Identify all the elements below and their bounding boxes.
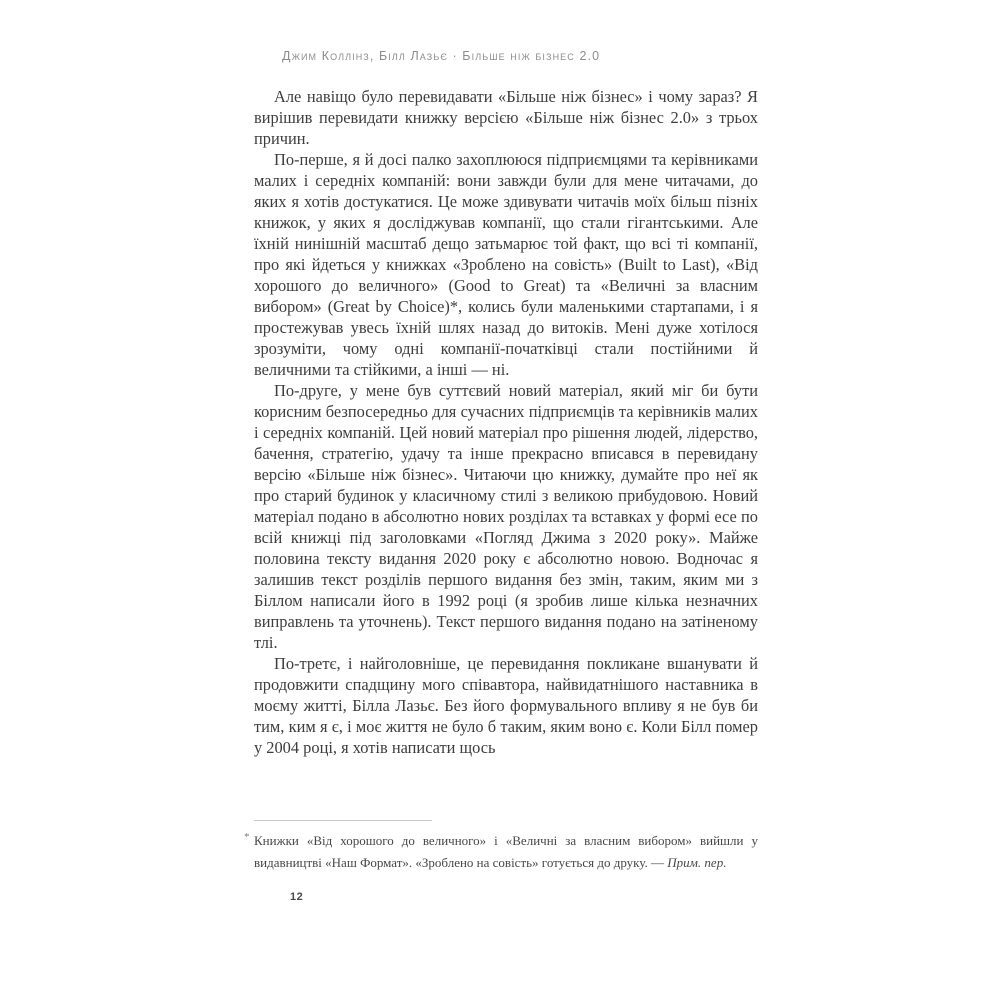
translator-note: Прим. пер. [667, 854, 727, 870]
footnote-divider [254, 820, 432, 821]
footnote-marker: * [244, 831, 250, 843]
body-paragraph: Але навіщо було перевидавати «Більше ніж бізнес» і чому зараз? Я вирішив перевидати книжку версією «Більше ніж бізнес 2.0» з трьох причин. [254, 87, 758, 148]
body-paragraph: По-перше, я й досі палко захоплююся підприємцями та керівниками малих і середніх компаній: вони завжди були для мене читачами, до яких я хотів достукатися. Це може здивувати читачів моїх більш пізніх книжок, у яких я досліджував компанії, що стали гігантськими. Але їхній нинішній масштаб дещо затьмарює той факт, що всі ті компанії, про які йдеться у книжках «Зроблено на совість» (Built to Last), «Від хорошого до величного» (Good to Great) та «Величні за власним вибором» (Great by Choice)*, колись були маленькими стартапами, і я простежував увесь їхній шлях назад до витоків. Мені дуже хотілося зрозуміти, чому одні компанії-початківці стали постійними й величними та стійкими, а інші — ні. [254, 150, 758, 379]
running-header: Джим Коллінз, Білл Лазьє · Більше ніж бізнес 2.0 [282, 49, 601, 63]
footnote-block [244, 820, 758, 873]
page-number: 12 [290, 891, 304, 903]
body-paragraph: По-друге, у мене був суттєвий новий матеріал, який міг би бути корисним безпосередньо для сучасних підприємців та керівників малих і середніх компаній. Цей новий матеріал про рішення людей, лідерство, бачення, стратегію, удачу та інше прекрасно вписався в перевидану версію «Більше ніж бізнес». Читаючи цю книжку, думайте про неї як про старий будинок у класичному стилі з великою прибудовою. Новий матеріал подано в абсолютно нових розділах та вставках у формі есе по всій книжці під заголовками «Погляд Джима з 2020 року». Майже половина тексту видання 2020 року є абсолютно новою. Водночас я залишив текст розділів першого видання без змін, таким, яким ми з Біллом написали його в 1992 році (я зробив лише кілька незначних виправлень та уточнень). Текст першого видання подано на затіненому тлі. [254, 381, 758, 652]
body-text-block [254, 86, 758, 758]
footnote-text: Книжки «Від хорошого до величного» і «Величні за власним вибором» вийшли у видавництві «Наш Формат». «Зроблено на совість» готується до друку. — [254, 833, 758, 870]
footnote [244, 830, 758, 873]
body-paragraph: По-третє, і найголовніше, це перевидання покликане вшанувати й продовжити спадщину мого співавтора, найвидатнішого наставника в моєму житті, Білла Лазьє. Без його формувального впливу я не був би тим, ким я є, і моє життя не було б таким, яким воно є. Коли Білл помер у 2004 році, я хотів написати щось [254, 654, 758, 757]
